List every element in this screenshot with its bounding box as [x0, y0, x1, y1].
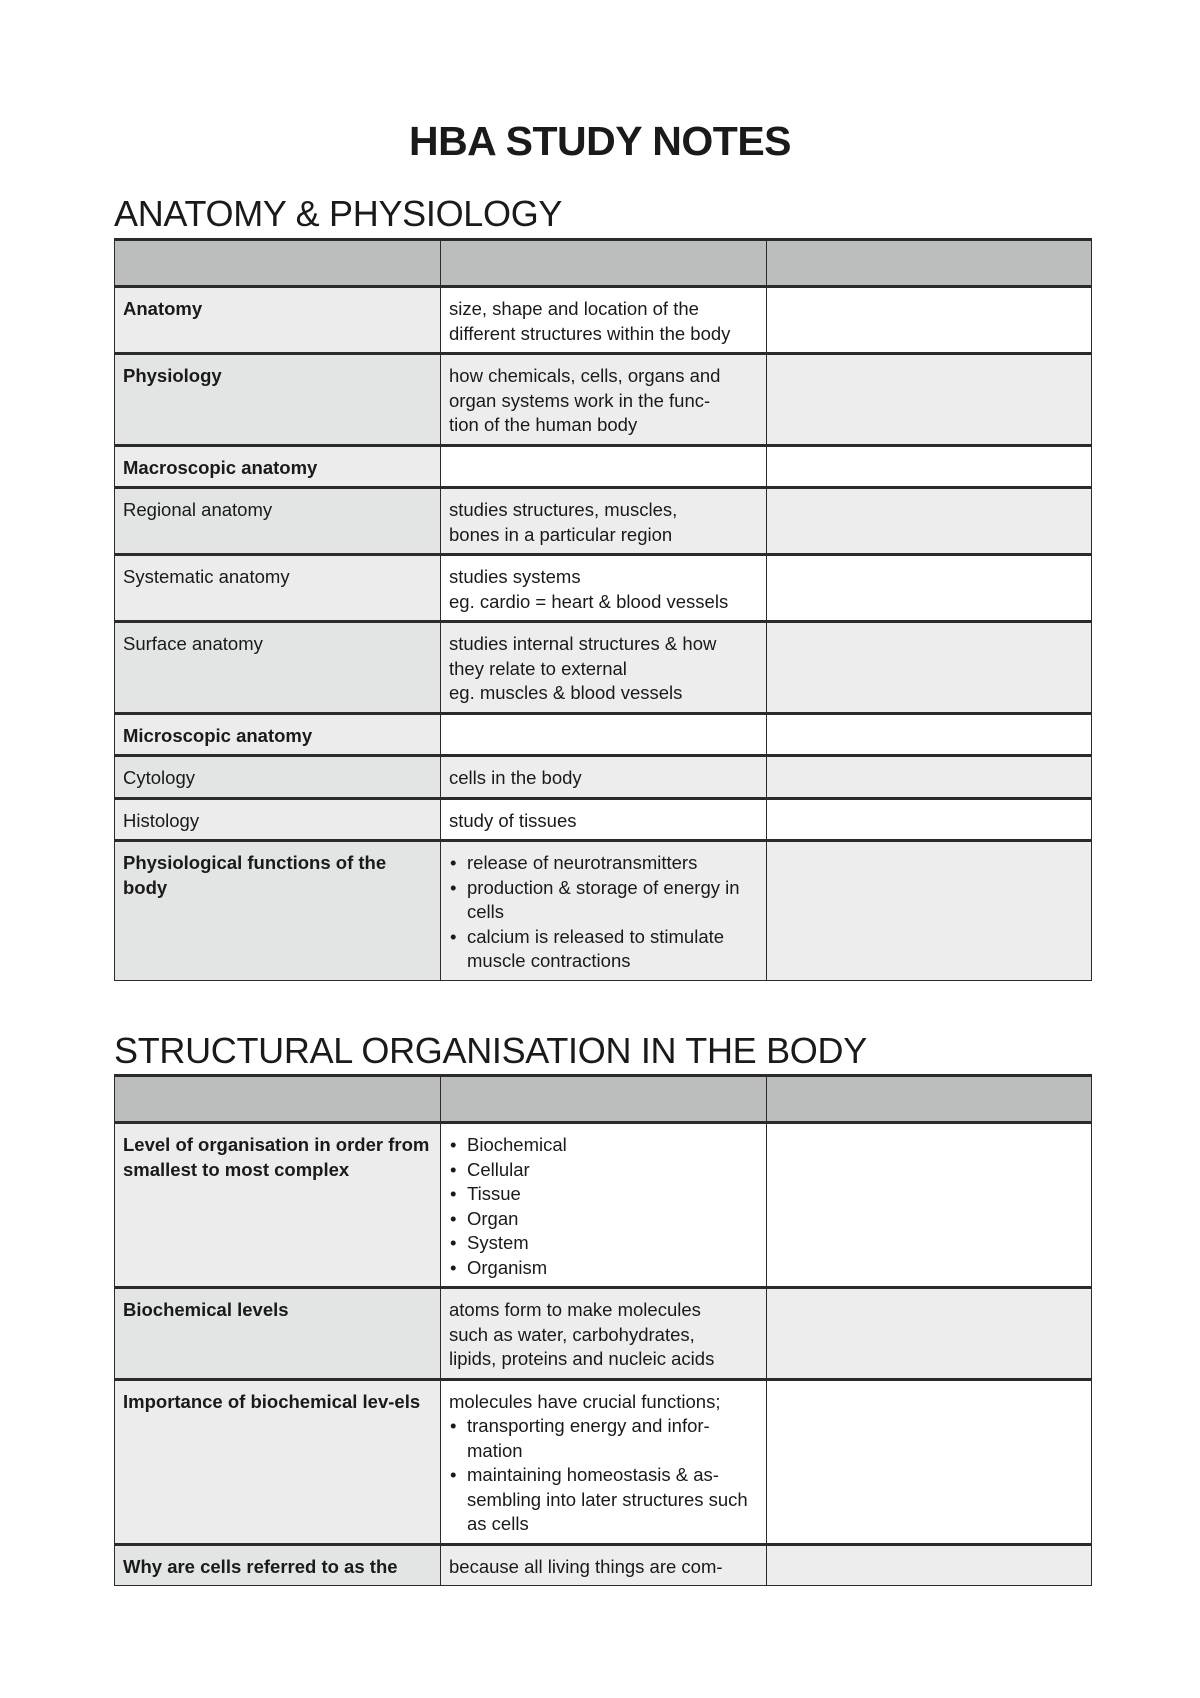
empty-notes-cell	[767, 555, 1092, 622]
description-line: studies internal structures & how	[449, 633, 717, 654]
bullet-item: • Organism	[449, 1256, 758, 1281]
description-line: study of tissues	[449, 809, 577, 831]
description-cell	[441, 841, 767, 981]
empty-notes-cell	[767, 1544, 1092, 1586]
description-line: different structures within the body	[449, 322, 731, 344]
bullet-list	[449, 1414, 758, 1537]
description-cell	[441, 1544, 767, 1586]
section-heading-structural-organisation: STRUCTURAL ORGANISATION IN THE BODY	[114, 1030, 867, 1071]
bullet-item: • Cellular	[449, 1158, 758, 1183]
table-row	[115, 713, 1092, 756]
term-cell: Surface anatomy	[115, 622, 441, 714]
bullet-item: • production & storage of energy in cells	[449, 876, 758, 925]
description-cell	[441, 713, 767, 756]
term-cell: Anatomy	[115, 287, 441, 354]
empty-notes-cell	[767, 713, 1092, 756]
empty-notes-cell	[767, 488, 1092, 555]
table-row	[115, 756, 1092, 799]
bullet-item: • Tissue	[449, 1182, 758, 1207]
description-line: bones in a particular region	[449, 523, 673, 545]
description-cell	[441, 354, 767, 446]
description-line: how chemicals, cells, organs and	[449, 365, 721, 386]
header-cell-term	[115, 1076, 441, 1123]
description-line: they relate to external	[449, 657, 627, 679]
bullet-item: • System	[449, 1231, 758, 1256]
description-line: eg. cardio = heart & blood vessels	[449, 590, 729, 612]
empty-notes-cell	[767, 841, 1092, 981]
term-cell: Biochemical levels	[115, 1288, 441, 1380]
description-cell	[441, 798, 767, 841]
description-line: lipids, proteins and nucleic acids	[449, 1348, 715, 1369]
bullet-list	[449, 1133, 758, 1280]
description-cell	[441, 1379, 767, 1544]
table-row	[115, 1379, 1092, 1544]
description-line: such as water, carbohydrates,	[449, 1323, 695, 1345]
term-cell: Systematic anatomy	[115, 555, 441, 622]
description-line: because all living things are com-	[449, 1555, 723, 1577]
description-line: atoms form to make molecules	[449, 1299, 701, 1320]
empty-notes-cell	[767, 1288, 1092, 1380]
description-cell	[441, 488, 767, 555]
empty-notes-cell	[767, 1379, 1092, 1544]
empty-notes-cell	[767, 287, 1092, 354]
term-cell: Cytology	[115, 756, 441, 799]
bullet-item: • transporting energy and infor-mation	[449, 1414, 758, 1463]
table-row	[115, 1544, 1092, 1586]
header-cell-extra	[767, 1076, 1092, 1123]
table-header-row	[115, 240, 1092, 287]
table-row	[115, 1288, 1092, 1380]
table-row	[115, 1123, 1092, 1288]
table-row	[115, 445, 1092, 488]
section-heading-anatomy-physiology: ANATOMY & PHYSIOLOGY	[114, 193, 563, 234]
description-line: eg. muscles & blood vessels	[449, 682, 683, 703]
term-cell: Physiological functions of the body	[115, 841, 441, 981]
table-row	[115, 354, 1092, 446]
header-cell-notes	[441, 1076, 767, 1123]
table-body	[115, 287, 1092, 981]
document-title: HBA STUDY NOTES	[408, 118, 792, 164]
table-row	[115, 622, 1092, 714]
table-row	[115, 841, 1092, 981]
empty-notes-cell	[767, 354, 1092, 446]
bullet-list	[449, 851, 758, 974]
term-cell: Physiology	[115, 354, 441, 446]
description-line: studies systems	[449, 566, 581, 587]
description-cell	[441, 756, 767, 799]
term-cell: Regional anatomy	[115, 488, 441, 555]
structural-organisation-table	[114, 1074, 1092, 1586]
term-cell: Histology	[115, 798, 441, 841]
header-cell-term	[115, 240, 441, 287]
term-cell: Macroscopic anatomy	[115, 445, 441, 488]
bullet-item: • release of neurotransmitters	[449, 851, 758, 876]
description-cell	[441, 622, 767, 714]
term-cell: Importance of biochemical lev-els	[115, 1379, 441, 1544]
description-line: molecules have crucial functions;	[449, 1390, 721, 1412]
table-row	[115, 798, 1092, 841]
description-line: cells in the body	[449, 767, 582, 788]
bullet-item: • Organ	[449, 1207, 758, 1232]
description-cell	[441, 445, 767, 488]
term-cell: Level of organisation in order from smallest to most complex	[115, 1123, 441, 1288]
description-line: studies structures, muscles,	[449, 499, 678, 520]
bullet-item: • Biochemical	[449, 1133, 758, 1158]
table-header-row	[115, 1076, 1092, 1123]
description-cell	[441, 287, 767, 354]
description-cell	[441, 555, 767, 622]
term-cell: Why are cells referred to as the	[115, 1544, 441, 1586]
table-body	[115, 1123, 1092, 1586]
empty-notes-cell	[767, 622, 1092, 714]
empty-notes-cell	[767, 798, 1092, 841]
table-row	[115, 488, 1092, 555]
header-cell-extra	[767, 240, 1092, 287]
description-line: size, shape and location of the	[449, 298, 699, 319]
term-cell: Microscopic anatomy	[115, 713, 441, 756]
table-row	[115, 555, 1092, 622]
bullet-item: • maintaining homeostasis & as-sembling into later structures such as cells	[449, 1463, 758, 1537]
empty-notes-cell	[767, 756, 1092, 799]
description-cell	[441, 1123, 767, 1288]
empty-notes-cell	[767, 445, 1092, 488]
description-cell	[441, 1288, 767, 1380]
description-line: tion of the human body	[449, 414, 638, 435]
description-line: organ systems work in the func-	[449, 389, 711, 411]
table-row	[115, 287, 1092, 354]
empty-notes-cell	[767, 1123, 1092, 1288]
header-cell-notes	[441, 240, 767, 287]
bullet-item: • calcium is released to stimulate muscle contractions	[449, 925, 758, 974]
anatomy-physiology-table	[114, 238, 1092, 981]
